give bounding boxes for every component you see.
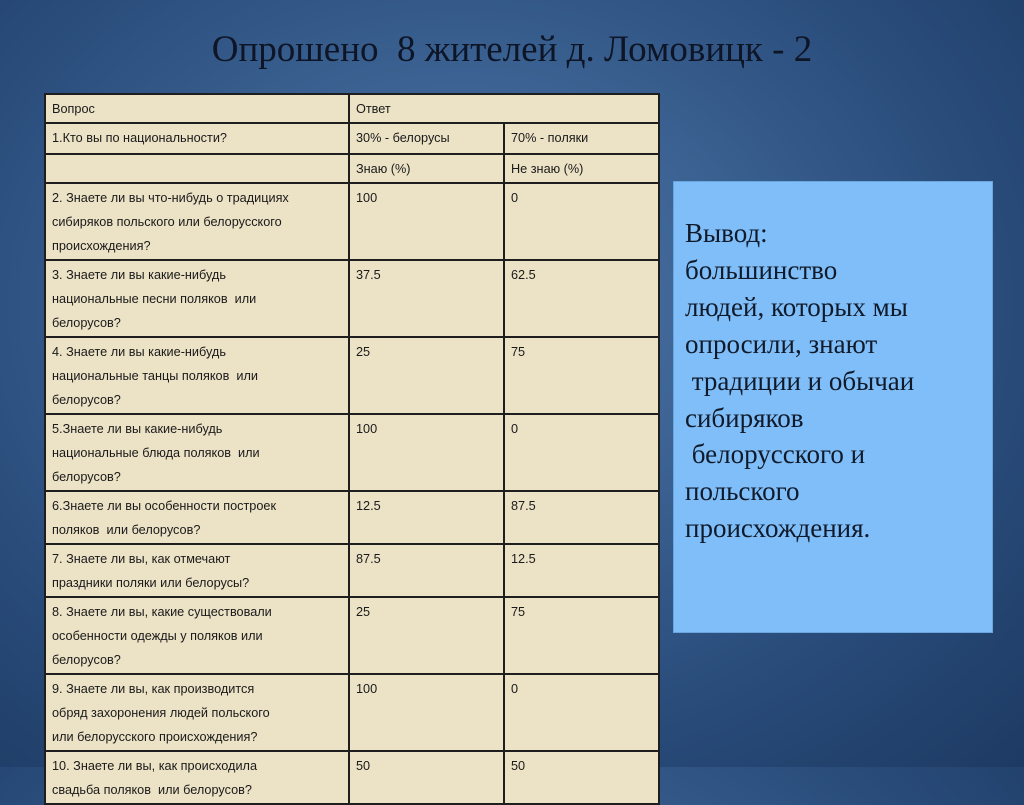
dont-know-percent: 50: [504, 751, 659, 804]
question-cell: 4. Знаете ли вы какие-нибудь национальные танцы поляков или белорусов?: [45, 337, 349, 414]
dont-know-percent: 0: [504, 414, 659, 491]
answer-belarusians: 30% - белорусы: [349, 123, 504, 154]
know-percent: 100: [349, 414, 504, 491]
table-row: [45, 260, 659, 337]
dont-know-percent: 75: [504, 597, 659, 674]
header-question: Вопрос: [45, 94, 349, 123]
subheader-know: Знаю (%): [349, 154, 504, 183]
table-row: [45, 597, 659, 674]
know-percent: 50: [349, 751, 504, 804]
table-row: [45, 751, 659, 804]
table-subheader-row: [45, 154, 659, 183]
question-cell: 2. Знаете ли вы что-нибудь о традициях сибиряков польского или белорусского происхождения?: [45, 183, 349, 260]
slide-title: Опрошено 8 жителей д. Ломовицк - 2: [211, 29, 813, 70]
table-row: [45, 544, 659, 597]
table-row: [45, 414, 659, 491]
header-answer: Ответ: [349, 94, 659, 123]
answer-poles: 70% - поляки: [504, 123, 659, 154]
table-row: [45, 491, 659, 544]
table-header-row: [45, 94, 659, 123]
question-cell: 7. Знаете ли вы, как отмечают праздники поляки или белорусы?: [45, 544, 349, 597]
dont-know-percent: 12.5: [504, 544, 659, 597]
know-percent: 87.5: [349, 544, 504, 597]
question-cell: 6.Знаете ли вы особенности построек поляков или белорусов?: [45, 491, 349, 544]
table-row: [45, 337, 659, 414]
know-percent: 100: [349, 183, 504, 260]
question-cell: 5.Знаете ли вы какие-нибудь национальные блюда поляков или белорусов?: [45, 414, 349, 491]
dont-know-percent: 0: [504, 674, 659, 751]
conclusion-box: [673, 181, 993, 633]
question-cell: 9. Знаете ли вы, как производится обряд захоронения людей польского или белорусского происхождения?: [45, 674, 349, 751]
table-row: [45, 674, 659, 751]
dont-know-percent: 0: [504, 183, 659, 260]
subheader-empty: [45, 154, 349, 183]
table-row: [45, 183, 659, 260]
question-cell: 8. Знаете ли вы, какие существовали особенности одежды у поляков или белорусов?: [45, 597, 349, 674]
question-cell: 1.Кто вы по национальности?: [45, 123, 349, 154]
conclusion-text: Вывод: большинство людей, которых мы опросили, знают традиции и обычаи сибиряков белорусского и польского происхождения.: [685, 218, 915, 544]
know-percent: 25: [349, 597, 504, 674]
know-percent: 100: [349, 674, 504, 751]
know-percent: 37.5: [349, 260, 504, 337]
subheader-dont-know: Не знаю (%): [504, 154, 659, 183]
survey-table: [44, 93, 660, 805]
dont-know-percent: 87.5: [504, 491, 659, 544]
know-percent: 12.5: [349, 491, 504, 544]
dont-know-percent: 75: [504, 337, 659, 414]
table-row-nationality: [45, 123, 659, 154]
know-percent: 25: [349, 337, 504, 414]
dont-know-percent: 62.5: [504, 260, 659, 337]
question-cell: 3. Знаете ли вы какие-нибудь национальные песни поляков или белорусов?: [45, 260, 349, 337]
question-cell: 10. Знаете ли вы, как происходила свадьба поляков или белорусов?: [45, 751, 349, 804]
